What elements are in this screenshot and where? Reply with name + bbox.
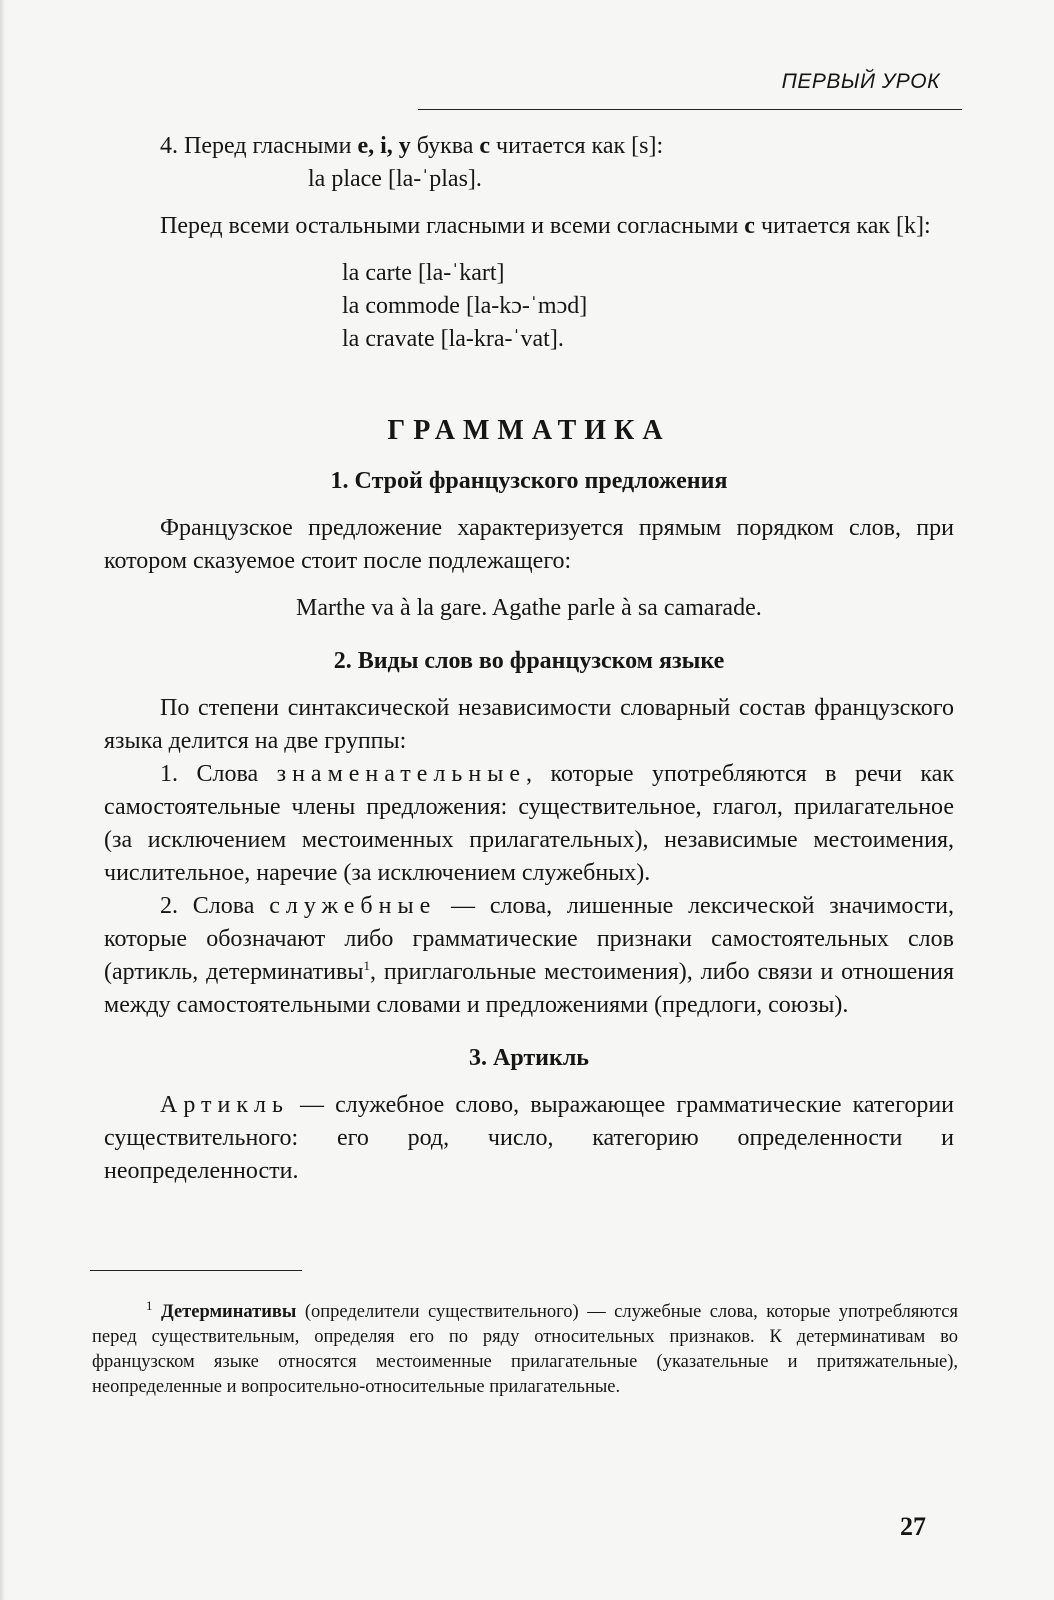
rule-k-example: la carte [la-ˈkart] [342,260,505,286]
rule-c-example: la place [la-ˈplas]. [308,166,482,192]
grammar-title: ГРАММАТИКА [387,415,671,446]
rule-k-example: la commode [la-kɔ-ˈmɔd] [342,293,588,319]
footnote-text [92,1297,959,1400]
section-2-intro: По степени синтаксической независимости словарный состав французского языка делится на две группы: [104,695,954,754]
scan-edge-shadow [0,0,5,1600]
section-heading-1: 1. Строй французского предложения [330,468,728,494]
footnote [92,1297,959,1400]
spacer [104,1022,954,1042]
section-heading-2: 2. Виды слов во французском языке [333,648,725,674]
rule-k-paragraph [104,210,954,243]
spacer [104,1075,954,1089]
item-1-text: , которые употребляются в речи как самостоятельные члены предложения: существительное, глагол, прилагательное (за исключением местоименных прилагательных), независимые местоимения, числительное, наречие (за исключением служебных). [104,761,954,886]
section-2-item-1 [104,758,954,890]
section-1-example: Marthe va à la gare. Agathe parle à sa camarade. [296,595,762,621]
section-heading-3: 3. Артикль [469,1045,589,1071]
section-3-text [104,1089,954,1188]
header-rule [418,109,962,110]
item-2-term: служебные [269,893,437,919]
rule-c-letter: c [479,133,491,159]
rule-k-example: la cravate [la-kra-ˈvat]. [342,326,564,352]
footnote-body: (определители существительного) — служебные слова, которые употребляются перед существительным, определяя его по ряду относительных признаков. К детерминативам во французском языке относятся местоименные прилагательные (указательные и притяжательные), неопределенные и вопросительно-относительные прилагательные. [92,1302,959,1397]
page-number: 27 [900,1512,926,1541]
section-1-text: Французское предложение характеризуется прямым порядком слов, при котором сказуемое стоит после подлежащего: [104,515,954,574]
rule-c-middle: буква [410,133,480,159]
spacer [104,625,954,645]
item-1-term: знаменательные [276,761,526,787]
spacer [104,196,954,210]
rule-c-paragraph [104,130,954,163]
spacer [104,578,954,592]
footnote-rule [90,1270,302,1271]
rule-c-vowels: e, i, y [357,133,411,159]
article-definition: — служебное слово, выражающее грамматические категории существительного: его род, число, категорию определенности и неопределенности. [104,1092,954,1184]
rule-k-letter: c [744,213,755,239]
article-term: Артикль [160,1092,289,1118]
rule-k-prefix: Перед всеми остальными гласными и всеми согласными [160,213,745,239]
item-2-text-b: , приглагольные местоимения), либо связи и отношения между самостоятельными словами и предложениями (предлоги, союзы). [104,959,955,1018]
item-1-prefix: 1. Слова [160,761,277,787]
footnote-marker: 1 [363,958,370,973]
item-2-text-a: — слова, лишенные лексической значимости, которые обозначают либо грамматические признаки самостоятельных слов (артикль, детерминативы [104,893,954,985]
running-head: ПЕРВЫЙ УРОК [781,70,940,93]
section-2-item-2 [104,890,954,1022]
rule-k-suffix: читается как [k]: [754,213,931,239]
rule-c-suffix: читается как [s]: [490,133,664,159]
rule-c-prefix: 4. Перед гласными [160,133,358,159]
spacer [104,498,954,512]
footnote-mark: 1 [146,1297,153,1313]
item-2-prefix: 2. Слова [160,893,270,919]
footnote-term: Детерминативы [160,1302,297,1322]
page-body [104,130,954,1188]
spacer [104,678,954,692]
spacer [104,243,954,257]
